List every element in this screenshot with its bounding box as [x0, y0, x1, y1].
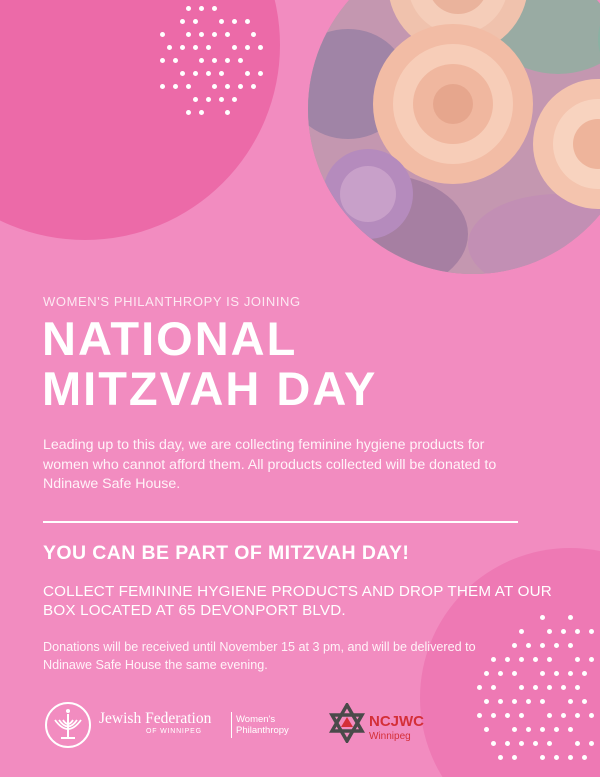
decorative-dot [484, 699, 489, 704]
decorative-dot [547, 685, 552, 690]
decorative-dot [225, 84, 230, 89]
decorative-dot [199, 110, 204, 115]
decorative-dot [206, 97, 211, 102]
ncjwc-name: NCJWC [369, 713, 424, 730]
decorative-dot [212, 84, 217, 89]
donation-notice: Donations will be received until November 15 at 3 pm, and will be delivered to Ndinawe Safe House the same evening. [43, 640, 476, 672]
decorative-dot [519, 713, 524, 718]
decorative-dot [589, 657, 594, 662]
decorative-dot [575, 657, 580, 662]
decorative-dot [505, 713, 510, 718]
decorative-dot [484, 671, 489, 676]
decorative-dot [251, 32, 256, 37]
decorative-dot [547, 713, 552, 718]
decorative-dot [199, 6, 204, 11]
decorative-dot [582, 671, 587, 676]
decorative-dot [568, 699, 573, 704]
decorative-dot [258, 71, 263, 76]
decorative-dot [193, 45, 198, 50]
jewish-federation-logo [43, 700, 323, 750]
decorative-dot [212, 32, 217, 37]
womens-philanthropy-line-2: Philanthropy [236, 725, 289, 736]
decorative-dot [505, 657, 510, 662]
page-title [42, 314, 377, 414]
decorative-dot [519, 741, 524, 746]
cta-instruction: COLLECT FEMININE HYGIENE PRODUCTS AND DROP THEM AT OUR BOX LOCATED AT 65 DEVONPORT BLVD. [43, 583, 552, 619]
decorative-dot [519, 685, 524, 690]
decorative-dot [512, 699, 517, 704]
decorative-dot [554, 643, 559, 648]
decorative-dot [167, 45, 172, 50]
divider [43, 521, 518, 523]
decorative-dot [484, 727, 489, 732]
jewish-federation-name: Jewish Federation [99, 710, 212, 727]
roses-illustration [308, 0, 600, 274]
menorah-icon [43, 700, 93, 750]
decorative-dot [582, 755, 587, 760]
decorative-dot [561, 629, 566, 634]
decorative-dot [491, 713, 496, 718]
decorative-circle-top-left [0, 0, 280, 240]
decorative-dot [533, 657, 538, 662]
decorative-dot [225, 58, 230, 63]
star-of-david-icon [329, 703, 365, 743]
decorative-dot [238, 84, 243, 89]
decorative-dot [186, 6, 191, 11]
decorative-dot [498, 671, 503, 676]
decorative-dot [193, 19, 198, 24]
jewish-federation-subtitle: OF WINNIPEG [146, 728, 202, 735]
decorative-dot [526, 699, 531, 704]
decorative-dot [193, 97, 198, 102]
decorative-dot [540, 643, 545, 648]
decorative-dot [561, 685, 566, 690]
decorative-dot [519, 629, 524, 634]
decorative-dot [547, 741, 552, 746]
decorative-dot [554, 671, 559, 676]
decorative-dot [225, 110, 230, 115]
decorative-dot [186, 110, 191, 115]
decorative-dot [533, 741, 538, 746]
decorative-dot [568, 643, 573, 648]
decorative-dot [245, 45, 250, 50]
title-line-2: MITZVAH DAY [42, 362, 378, 415]
decorative-dot [212, 6, 217, 11]
decorative-dot [533, 685, 538, 690]
decorative-dot [206, 71, 211, 76]
decorative-dot [251, 84, 256, 89]
decorative-dot [199, 58, 204, 63]
decorative-dot [512, 671, 517, 676]
decorative-dot [512, 727, 517, 732]
decorative-dot [477, 713, 482, 718]
decorative-dot [245, 19, 250, 24]
decorative-dot [575, 629, 580, 634]
decorative-dot [160, 84, 165, 89]
kicker-text: WOMEN'S PHILANTHROPY IS JOINING [43, 294, 301, 309]
decorative-dot [160, 32, 165, 37]
decorative-dot [540, 671, 545, 676]
decorative-dot [477, 685, 482, 690]
decorative-dot [554, 755, 559, 760]
decorative-dot [568, 755, 573, 760]
decorative-dot [491, 741, 496, 746]
decorative-dot [547, 629, 552, 634]
decorative-dot [547, 657, 552, 662]
decorative-dot [582, 699, 587, 704]
decorative-dot [206, 45, 211, 50]
decorative-dot [540, 755, 545, 760]
title-line-1: NATIONAL [42, 312, 298, 365]
decorative-dot [238, 58, 243, 63]
decorative-dot [186, 32, 191, 37]
decorative-dot [589, 713, 594, 718]
decorative-dot [526, 643, 531, 648]
intro-paragraph: Leading up to this day, we are collecting feminine hygiene products for women who cannot afford them. All products collected will be donated to Ndinawe Safe House. [43, 437, 497, 492]
decorative-dot [225, 32, 230, 37]
decorative-dot [512, 755, 517, 760]
decorative-dot [212, 58, 217, 63]
decorative-dot [186, 84, 191, 89]
decorative-dot [199, 32, 204, 37]
decorative-dot [219, 97, 224, 102]
decorative-dot [498, 755, 503, 760]
decorative-dot [540, 699, 545, 704]
decorative-dot [526, 727, 531, 732]
decorative-dot [173, 84, 178, 89]
decorative-dot [232, 19, 237, 24]
decorative-dot [568, 671, 573, 676]
decorative-dot [575, 741, 580, 746]
decorative-dot [589, 741, 594, 746]
decorative-dot [258, 45, 263, 50]
ncjwc-city: Winnipeg [369, 731, 411, 742]
roses-photo [308, 0, 600, 274]
decorative-dot [491, 685, 496, 690]
decorative-dot [219, 19, 224, 24]
decorative-dot [575, 713, 580, 718]
decorative-dot [180, 45, 185, 50]
decorative-dot [180, 71, 185, 76]
decorative-dot [232, 45, 237, 50]
decorative-dot [589, 629, 594, 634]
decorative-dot [245, 71, 250, 76]
decorative-dot [519, 657, 524, 662]
decorative-dot [575, 685, 580, 690]
decorative-dot [512, 643, 517, 648]
decorative-dot [193, 71, 198, 76]
decorative-dot [180, 19, 185, 24]
ncjwc-logo [329, 703, 459, 749]
decorative-dot [219, 71, 224, 76]
decorative-dot [554, 727, 559, 732]
decorative-dot [498, 699, 503, 704]
decorative-dot [232, 97, 237, 102]
decorative-dot [173, 58, 178, 63]
womens-philanthropy-line-1: Women's [236, 714, 276, 725]
logo-divider [231, 712, 232, 738]
decorative-dot [561, 713, 566, 718]
decorative-dot [491, 657, 496, 662]
cta-heading: YOU CAN BE PART OF MITZVAH DAY! [43, 542, 410, 564]
decorative-dot [540, 727, 545, 732]
decorative-dot [505, 741, 510, 746]
decorative-dot [160, 58, 165, 63]
decorative-dot [568, 727, 573, 732]
